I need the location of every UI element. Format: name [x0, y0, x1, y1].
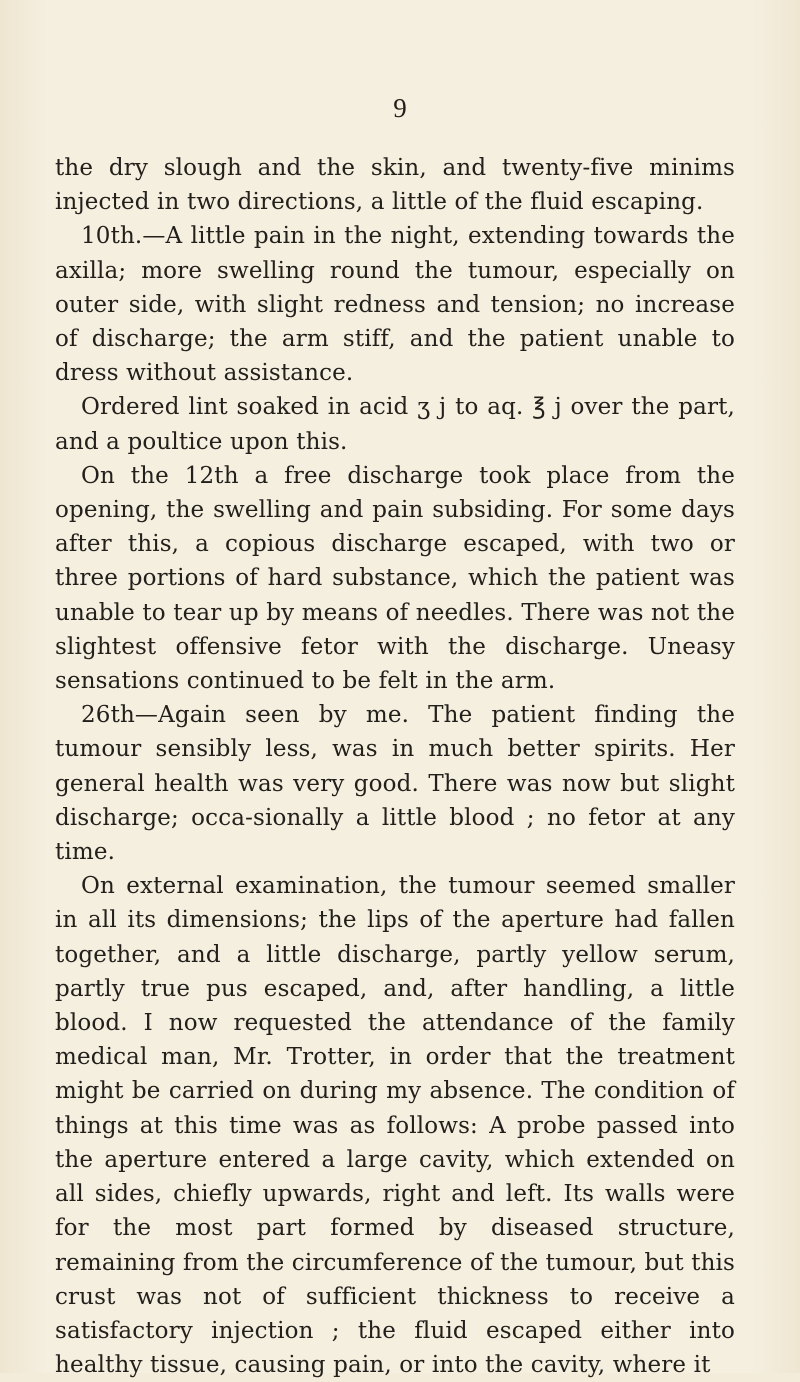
- paragraph-4: On the 12th a free discharge took place from the opening, the swelling and pain subsiding. For some days after this, a copious discharge escaped, with two or three portions of hard substance, which the patient was unable to tear up by means of needles. There was not the slightest offensive fetor with the discharge. Uneasy sensations continued to be felt in the arm.: [55, 462, 735, 695]
- paragraph-5: 26th—Again seen by me. The patient finding the tumour sensibly less, was in much better spirits. Her general health was very good. There was now but slight discharge; occa-sionally a little blood ; no fetor at any time.: [55, 702, 735, 866]
- paragraph-6: On external examination, the tumour seemed smaller in all its dimensions; the lips of the aperture had fallen together, and a little discharge, partly yellow serum, partly true pus escaped, and, after handling, a little blood. I now requested the attendance of the family medical man, Mr. Trotter, in order that the treatment might be carried on during my absence. The condition of things at this time was as follows: A probe passed into the aperture entered a large cavity, which extended on all sides, chiefly upwards, right and left. Its walls were for the most part formed by diseased structure, remaining from the circumference of the tumour, but this crust was not of sufficient thickness to receive a satisfactory injection ; the fluid escaped either into healthy tissue, causing pain, or into the cavity, where it: [55, 873, 736, 1379]
- page-number: 9: [393, 93, 407, 123]
- body-text: [55, 151, 735, 1382]
- paragraph-1: the dry slough and the skin, and twenty-five minims injected in two directions, a little of the fluid escaping.: [55, 155, 735, 216]
- paragraph-2: 10th.—A little pain in the night, extending towards the axilla; more swelling round the tumour, especially on outer side, with slight redness and tension; no increase of discharge; the arm stiff, and the patient unable to dress without assistance.: [55, 223, 735, 387]
- paragraph-3: Ordered lint soaked in acid ʒ j to aq. ℥ j over the part, and a poultice upon this.: [55, 394, 735, 455]
